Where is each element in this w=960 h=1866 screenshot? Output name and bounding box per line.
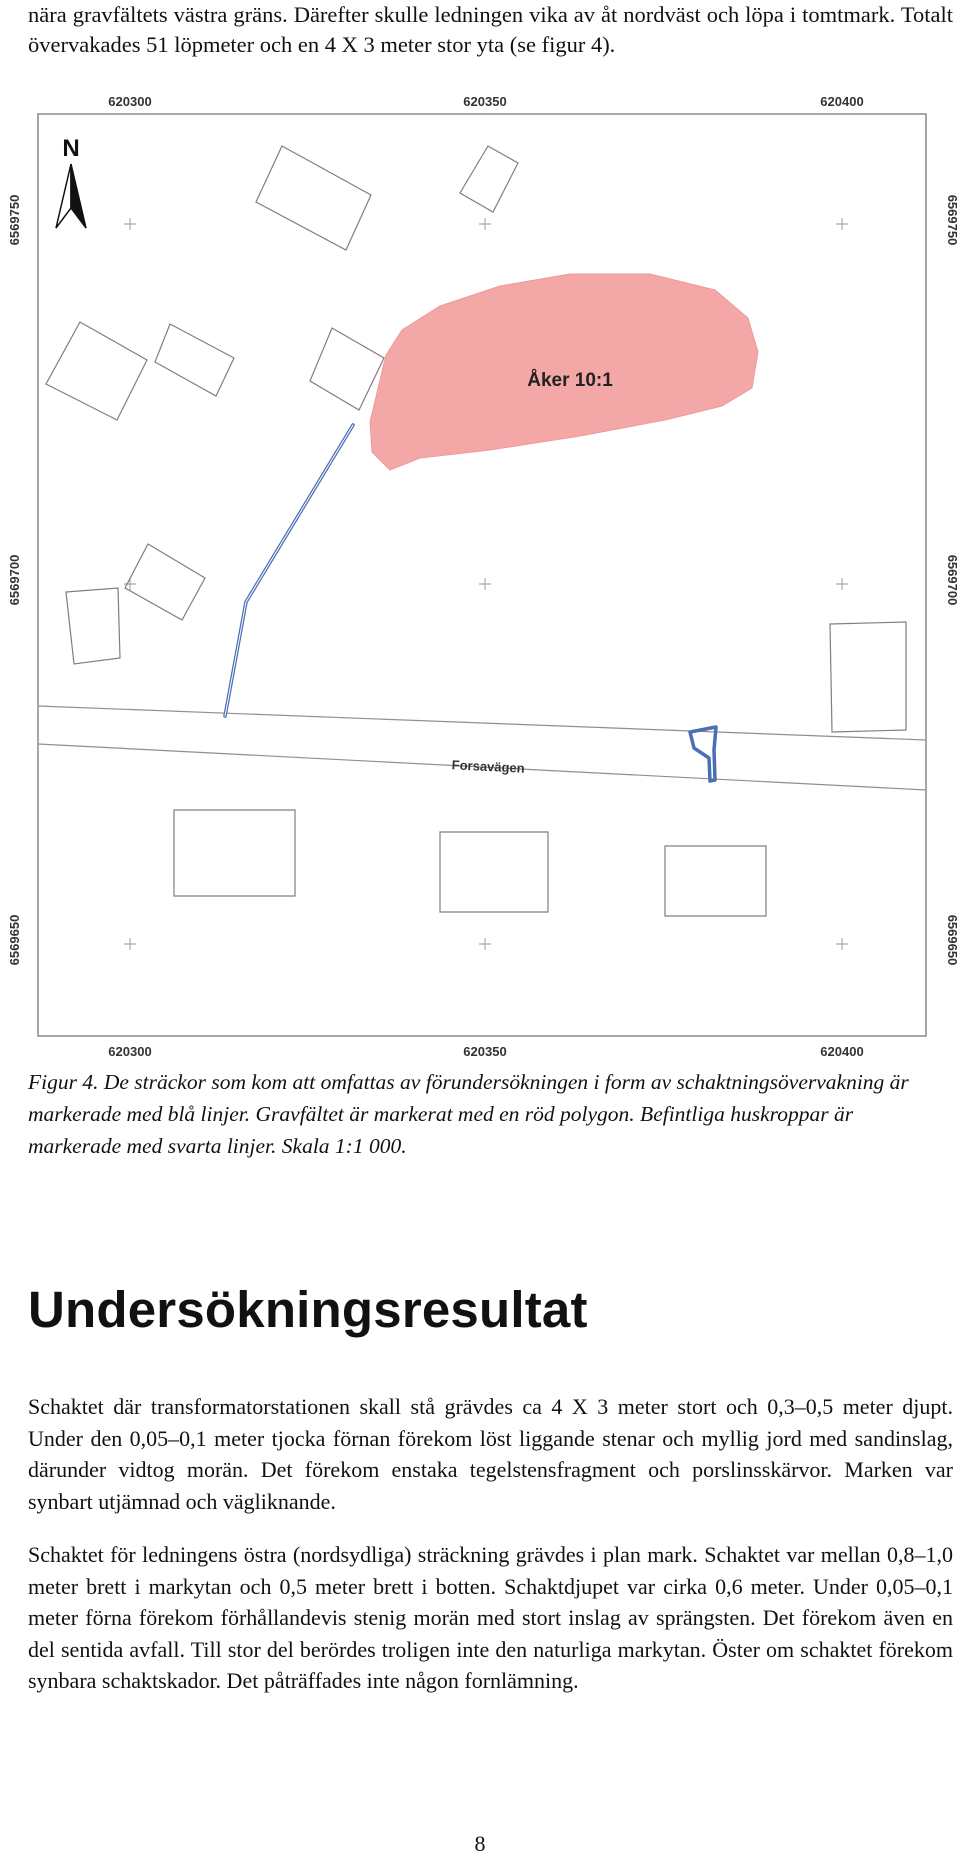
building bbox=[310, 328, 384, 410]
site-map bbox=[0, 90, 960, 1075]
intro-paragraph: nära gravfältets västra gräns. Därefter skulle ledningen vika av åt nordväst och löpa i tomtmark. Totalt övervakades 51 löpmeter och en 4 X 3 meter stor yta (se figur 4). bbox=[28, 2, 953, 57]
north-arrow-icon bbox=[56, 135, 86, 228]
buildings bbox=[46, 146, 906, 916]
trench-lines bbox=[225, 425, 716, 781]
x-tick-bottom-3: 620400 bbox=[820, 1044, 864, 1059]
y-tick-right-3: 6569650 bbox=[945, 914, 960, 966]
figure-caption: Figur 4. De sträckor som kom att omfattas av förundersökningen i form av schaktningsövervakning är markerade med blå linjer. Gravfältet är markerat med en röd polygon. Befintliga huskroppar är markerade med svarta linjer. Skala 1:1 000. bbox=[28, 1070, 909, 1158]
y-tick-left-3: 6569650 bbox=[7, 914, 22, 966]
trench-line-west-inner bbox=[225, 425, 353, 716]
y-tick-left-1: 6569750 bbox=[7, 194, 22, 246]
page-number: 8 bbox=[474, 1831, 486, 1856]
x-tick-top-3: 620400 bbox=[820, 94, 864, 109]
y-tick-left-2: 6569700 bbox=[7, 554, 22, 606]
map-frame bbox=[38, 114, 926, 1036]
building bbox=[830, 622, 906, 732]
building bbox=[665, 846, 766, 916]
x-tick-bottom-2: 620350 bbox=[463, 1044, 507, 1059]
body-paragraph: Schaktet för ledningens östra (nordsydliga) sträckning grävdes i plan mark. Schaktet var mellan 0,8–1,0 meter brett i markytan och 0,5 meter brett i botten. Schaktdjupet var cirka 0,6 meter. Under 0,05–0,1 meter förna förekom förhållandevis stenig morän med stort inslag av sprängsten. Det förekom även en del sentida avfall. Till stor del berördes troligen inte den naturliga markytan. Öster om schaktet förekom synbara schaktskador. Det påträffades inte någon fornlämning. bbox=[28, 1542, 953, 1693]
road-forsavagen bbox=[38, 706, 926, 790]
section-heading: Undersökningsresultat bbox=[28, 1281, 588, 1338]
building bbox=[440, 832, 548, 912]
building bbox=[460, 146, 518, 212]
building bbox=[125, 544, 205, 620]
y-tick-right-1: 6569750 bbox=[945, 194, 960, 246]
building bbox=[66, 588, 120, 664]
area-label: Åker 10:1 bbox=[527, 370, 613, 391]
building bbox=[46, 322, 147, 420]
building bbox=[155, 324, 234, 396]
x-tick-top-2: 620350 bbox=[463, 94, 507, 109]
road-label: Forsavägen bbox=[451, 757, 526, 776]
y-tick-right-2: 6569700 bbox=[945, 554, 960, 606]
body-paragraph: Schaktet där transformatorstationen skall stå grävdes ca 4 X 3 meter stort och 0,3–0,5 meter djupt. Under den 0,05–0,1 meter tjocka förnan förekom löst liggande stenar och myllig jord med sandinslag, därunder vidtog morän. Det förekom enstaka tegelstensfragment och porslinsskärvor. Marken var synbart utjämnad och vägliknande. bbox=[28, 1394, 953, 1514]
x-tick-bottom-1: 620300 bbox=[108, 1044, 152, 1059]
building bbox=[256, 146, 371, 250]
trench-line-west bbox=[225, 425, 353, 716]
building bbox=[174, 810, 295, 896]
x-tick-top-1: 620300 bbox=[108, 94, 152, 109]
north-label: N bbox=[62, 135, 80, 162]
trench-line-east bbox=[690, 727, 716, 781]
